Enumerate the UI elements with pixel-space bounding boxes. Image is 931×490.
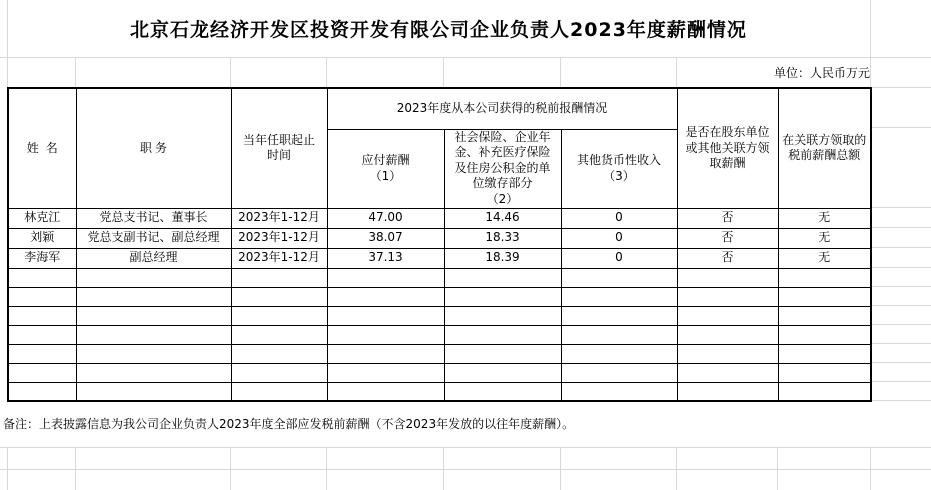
empty-cell (327, 287, 444, 306)
empty-cell (444, 382, 561, 401)
header-other-income: 其他货币性收入 （3） (561, 129, 677, 208)
cell-payable: 47.00 (327, 208, 444, 228)
empty-cell (76, 325, 231, 344)
cell-position: 党总支副书记、副总经理 (76, 228, 231, 248)
empty-cell (444, 363, 561, 382)
empty-row (8, 287, 871, 306)
gridline (871, 127, 931, 128)
empty-cell (327, 363, 444, 382)
empty-cell (231, 268, 327, 287)
cell-other: 0 (561, 228, 677, 248)
gridline (871, 267, 931, 268)
gridline (871, 305, 931, 306)
empty-cell (231, 382, 327, 401)
table-row (8, 228, 871, 248)
empty-cell (778, 287, 871, 306)
empty-cell (8, 344, 76, 363)
empty-cell (231, 287, 327, 306)
gridline (871, 362, 931, 363)
empty-cell (76, 287, 231, 306)
header-related-party-pay: 是否在股东单位 或其他关联方领 取薪酬 (677, 88, 778, 208)
empty-cell (8, 306, 76, 325)
empty-row (8, 363, 871, 382)
empty-cell (231, 306, 327, 325)
empty-cell (327, 344, 444, 363)
cell-payable: 37.13 (327, 248, 444, 268)
empty-cell (327, 268, 444, 287)
empty-cell (444, 268, 561, 287)
empty-cell (778, 306, 871, 325)
table-row (8, 208, 871, 228)
gridline (560, 447, 561, 490)
cell-social: 18.39 (444, 248, 561, 268)
header-pretax-group: 2023年度从本公司获得的税前报酬情况 (327, 88, 677, 129)
empty-cell (444, 287, 561, 306)
cell-related-total: 无 (778, 208, 871, 228)
cell-tenure: 2023年1-12月 (231, 208, 327, 228)
header-name: 姓名 (8, 88, 76, 208)
empty-cell (76, 363, 231, 382)
empty-cell (231, 344, 327, 363)
gridline (443, 447, 444, 490)
header-related-party-total: 在关联方领取的 税前薪酬总额 (778, 88, 871, 208)
cell-social: 18.33 (444, 228, 561, 248)
gridline (676, 447, 677, 490)
cell-name: 刘颖 (8, 228, 76, 248)
header-row-1 (8, 88, 871, 129)
empty-row (8, 306, 871, 325)
cell-related-pay: 否 (677, 208, 778, 228)
empty-cell (677, 382, 778, 401)
unit-label: 单位：人民币万元 (773, 65, 870, 80)
empty-cell (677, 287, 778, 306)
empty-cell (677, 344, 778, 363)
gridline (871, 343, 931, 344)
empty-cell (76, 344, 231, 363)
cell-social: 14.46 (444, 208, 561, 228)
empty-cell (778, 363, 871, 382)
gridline (871, 247, 931, 248)
cell-name: 林克江 (8, 208, 76, 228)
cell-name: 李海军 (8, 248, 76, 268)
table-row (8, 248, 871, 268)
empty-row (8, 382, 871, 401)
empty-cell (327, 325, 444, 344)
empty-cell (561, 382, 677, 401)
gridline (777, 447, 778, 490)
empty-cell (8, 268, 76, 287)
empty-cell (8, 287, 76, 306)
header-payable-salary: 应付薪酬 （1） (327, 129, 444, 208)
empty-cell (76, 306, 231, 325)
cell-related-total: 无 (778, 228, 871, 248)
empty-cell (561, 306, 677, 325)
gridline (75, 447, 76, 490)
cell-other: 0 (561, 208, 677, 228)
empty-cell (8, 325, 76, 344)
header-tenure: 当年任职起止 时间 (231, 88, 327, 208)
salary-table (7, 87, 872, 402)
cell-other: 0 (561, 248, 677, 268)
gridline (0, 469, 931, 470)
gridline (871, 381, 931, 382)
empty-row (8, 268, 871, 287)
gridline (0, 447, 931, 448)
gridline (871, 286, 931, 287)
gridline (871, 87, 931, 88)
empty-cell (677, 306, 778, 325)
empty-row (8, 325, 871, 344)
empty-cell (561, 287, 677, 306)
cell-related-total: 无 (778, 248, 871, 268)
cell-tenure: 2023年1-12月 (231, 228, 327, 248)
empty-cell (778, 325, 871, 344)
empty-cell (561, 325, 677, 344)
cell-position: 党总支书记、董事长 (76, 208, 231, 228)
cell-payable: 38.07 (327, 228, 444, 248)
empty-cell (231, 363, 327, 382)
gridline (7, 447, 8, 490)
empty-cell (76, 268, 231, 287)
cell-related-pay: 否 (677, 228, 778, 248)
remark-note: 备注：上表披露信息为我公司企业负责人2023年度全部应发税前薪酬（不含2023年发放的以往年度薪酬）。 (3, 417, 575, 431)
empty-cell (677, 268, 778, 287)
cell-related-pay: 否 (677, 248, 778, 268)
empty-cell (8, 363, 76, 382)
empty-cell (444, 325, 561, 344)
gridline (870, 447, 871, 490)
header-social-insurance: 社会保险、企业年 金、补充医疗保险 及住房公积金的单 位缴存部分 （2） (444, 129, 561, 208)
empty-cell (561, 268, 677, 287)
empty-cell (327, 306, 444, 325)
empty-cell (327, 382, 444, 401)
cell-tenure: 2023年1-12月 (231, 248, 327, 268)
empty-cell (561, 363, 677, 382)
gridline (871, 207, 931, 208)
cell-position: 副总经理 (76, 248, 231, 268)
empty-cell (677, 363, 778, 382)
empty-cell (778, 382, 871, 401)
empty-cell (444, 306, 561, 325)
empty-cell (561, 344, 677, 363)
empty-row (8, 344, 871, 363)
gridline (870, 0, 871, 87)
empty-cell (231, 325, 327, 344)
header-position: 职务 (76, 88, 231, 208)
empty-cell (76, 382, 231, 401)
empty-cell (677, 325, 778, 344)
page-title: 北京石龙经济开发区投资开发有限公司企业负责人2023年度薪酬情况 (130, 19, 747, 41)
gridline (871, 324, 931, 325)
empty-cell (778, 344, 871, 363)
empty-cell (8, 382, 76, 401)
empty-cell (444, 344, 561, 363)
gridline (326, 447, 327, 490)
empty-cell (778, 268, 871, 287)
gridline (871, 227, 931, 228)
gridline (230, 447, 231, 490)
